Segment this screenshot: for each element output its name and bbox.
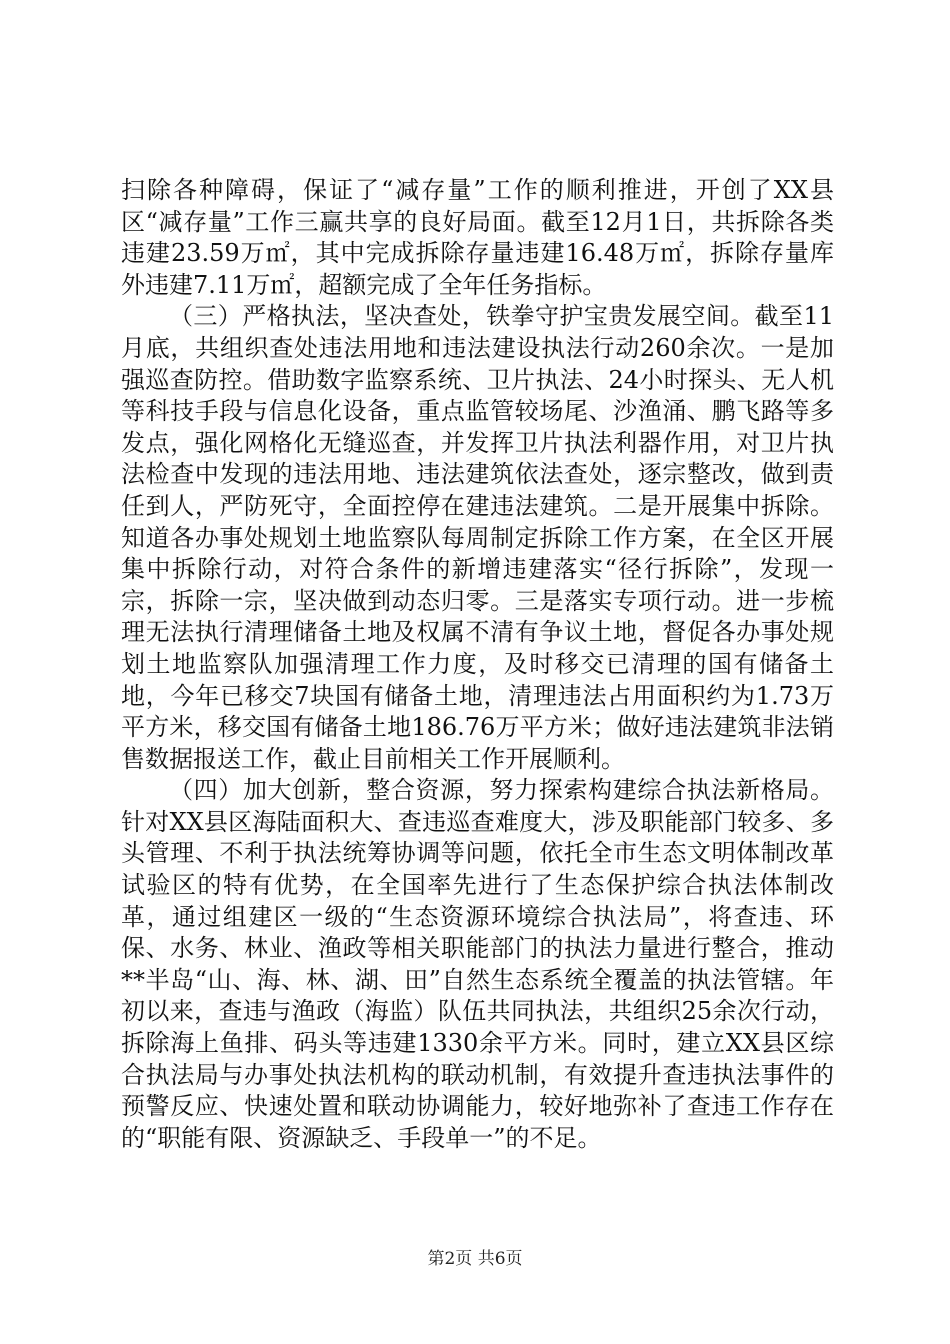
paragraph-section-three: （三）严格执法，坚决查处，铁拳守护宝贵发展空间。截至11月底，共组织查处违法用地和违法建设执法行动260余次。一是加强巡查防控。借助数字监察系统、卫片执法、24小时探头、无人机等科技手段与信息化设备，重点监管较场尾、沙渔涌、鹏飞路等多发点，强化网格化无缝巡查，并发挥卫片执法利器作用，对卫片执法检查中发现的违法用地、违法建筑依法查处，逐宗整改，做到责任到人，严防死守，全面控停在建违法建筑。二是开展集中拆除。知道各办事处规划土地监察队每周制定拆除工作方案，在全区开展集中拆除行动，对符合条件的新增违建落实“径行拆除”，发现一宗，拆除一宗，坚决做到动态归零。三是落实专项行动。进一步梳理无法执行清理储备土地及权属不清有争议土地，督促各办事处规划土地监察队加强清理工作力度，及时移交已清理的国有储备土地，今年已移交7块国有储备土地，清理违法占用面积约为1.73万平方米，移交国有储备土地186.76万平方米；做好违法建筑非法销售数据报送工作，截止目前相关工作开展顺利。 [121,302,834,773]
body-text [121,175,834,1154]
paragraph-section-four: （四）加大创新，整合资源，努力探索构建综合执法新格局。针对XX县区海陆面积大、查违巡查难度大，涉及职能部门较多、多头管理、不利于执法统筹协调等问题，依托全市生态文明体制改革试验区的特有优势，在全国率先进行了生态保护综合执法体制改革，通过组建区一级的“生态资源环境综合执法局”，将查违、环保、水务、林业、渔政等相关职能部门的执法力量进行整合，推动**半岛“山、海、林、湖、田”自然生态系统全覆盖的执法管辖。年初以来，查违与渔政（海监）队伍共同执法，共组织25余次行动，拆除海上鱼排、码头等违建1330余平方米。同时，建立XX县区综合执法局与办事处执法机构的联动机制，有效提升查违执法事件的预警反应、快速处置和联动协调能力，较好地弥补了查违工作存在的“职能有限、资源缺乏、手段单一”的不足。 [121,776,834,1152]
paragraph-continuation: 扫除各种障碍，保证了“减存量”工作的顺利推进，开创了XX县区“减存量”工作三赢共享的良好局面。截至12月1日，共拆除各类违建23.59万㎡，其中完成拆除存量违建16.48万㎡，拆除存量库外违建7.11万㎡，超额完成了全年任务指标。 [121,176,834,299]
page-number-footer: 第2页 共6页 [427,1249,523,1269]
